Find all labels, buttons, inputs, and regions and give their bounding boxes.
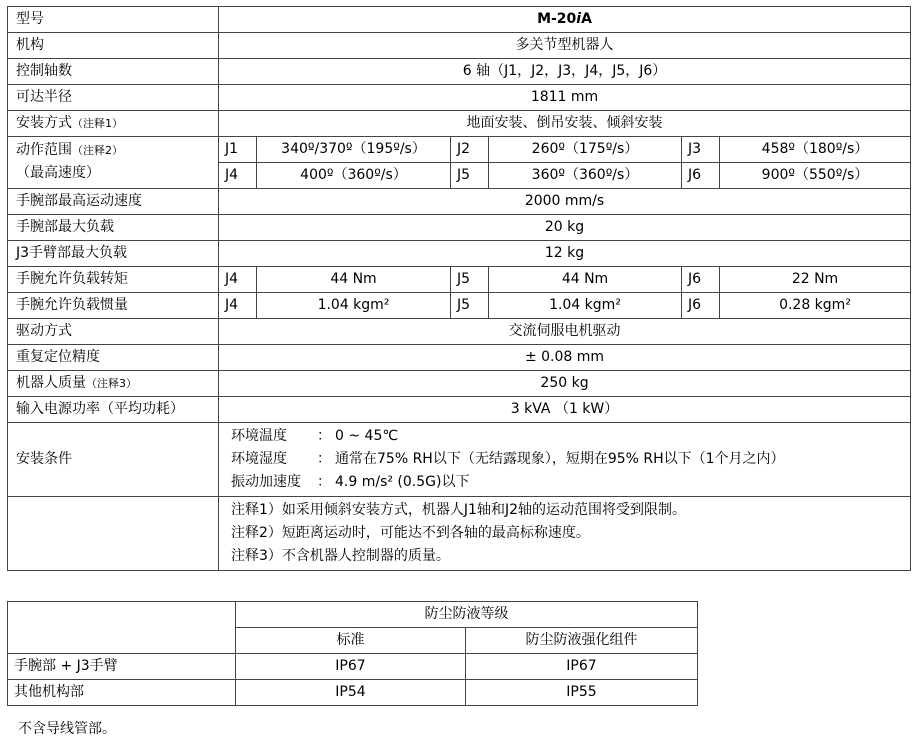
axis-value: 400º（360º/s） bbox=[257, 163, 451, 189]
wrist-payload-value: 20 kg bbox=[219, 215, 911, 241]
axis-label: J3 bbox=[682, 137, 720, 163]
row-model bbox=[8, 7, 911, 33]
axis-value: 22 Nm bbox=[720, 267, 911, 293]
row-conditions bbox=[8, 423, 911, 497]
ip-row-label: 其他机构部 bbox=[8, 680, 236, 706]
axis-label: J5 bbox=[451, 267, 489, 293]
axis-label: J4 bbox=[219, 163, 257, 189]
axis-value: 900º（550º/s） bbox=[720, 163, 911, 189]
model-value: M-20iA bbox=[219, 7, 911, 33]
axis-label: J2 bbox=[451, 137, 489, 163]
axis-label: J4 bbox=[219, 293, 257, 319]
note-line: 注释2）短距离运动时，可能达不到各轴的最高标称速度。 bbox=[231, 525, 590, 541]
axis-value: 1.04 kgm² bbox=[257, 293, 451, 319]
axis-value: 260º（175º/s） bbox=[489, 137, 682, 163]
wrist-inertia-label: 手腕允许负载惯量 bbox=[8, 293, 219, 319]
mass-label: 机器人质量 bbox=[16, 375, 86, 391]
notes-cell bbox=[219, 497, 911, 571]
drive-label: 驱动方式 bbox=[8, 319, 219, 345]
conditions-cell bbox=[219, 423, 911, 497]
ip-header-row bbox=[8, 602, 698, 628]
row-wrist-inertia bbox=[8, 293, 911, 319]
ip-col-enhanced: 防尘防液强化组件 bbox=[466, 628, 698, 654]
ip-standard-value: IP54 bbox=[236, 680, 466, 706]
wrist-torque-label: 手腕允许负载转矩 bbox=[8, 267, 219, 293]
row-drive bbox=[8, 319, 911, 345]
notes-empty-cell bbox=[8, 497, 219, 571]
condition-item: 环境湿度 ： 通常在75% RH以下（无结露现象），短期在95% RH以下（1个月之内） bbox=[231, 451, 785, 467]
axis-label: J6 bbox=[682, 163, 720, 189]
model-label: 型号 bbox=[8, 7, 219, 33]
reach-value: 1811 mm bbox=[219, 85, 911, 111]
axes-label: 控制轴数 bbox=[8, 59, 219, 85]
ip-header: 防尘防液等级 bbox=[236, 602, 698, 628]
axis-value: 1.04 kgm² bbox=[489, 293, 682, 319]
axis-label: J6 bbox=[682, 267, 720, 293]
axis-value: 44 Nm bbox=[257, 267, 451, 293]
row-axes bbox=[8, 59, 911, 85]
row-mechanism bbox=[8, 33, 911, 59]
axis-value: 340º/370º（195º/s） bbox=[257, 137, 451, 163]
conditions-label: 安装条件 bbox=[8, 423, 219, 497]
ip-rating-table bbox=[7, 601, 698, 706]
ip-row bbox=[8, 680, 698, 706]
j3-payload-value: 12 kg bbox=[219, 241, 911, 267]
mass-value: 250 kg bbox=[219, 371, 911, 397]
repeatability-value: ± 0.08 mm bbox=[219, 345, 911, 371]
motion-label2: （最高速度） bbox=[16, 165, 100, 181]
note-line: 注释1）如采用倾斜安装方式，机器人J1轴和J2轴的运动范围将受到限制。 bbox=[231, 502, 686, 518]
ip-col-standard: 标准 bbox=[236, 628, 466, 654]
axes-value: 6 轴（J1，J2，J3，J4，J5，J6） bbox=[219, 59, 911, 85]
axis-label: J5 bbox=[451, 163, 489, 189]
footnote: 不含导线管部。 bbox=[18, 721, 116, 737]
axis-value: 458º（180º/s） bbox=[720, 137, 911, 163]
power-value: 3 kVA （1 kW） bbox=[219, 397, 911, 423]
mechanism-value: 多关节型机器人 bbox=[219, 33, 911, 59]
axis-value: 0.28 kgm² bbox=[720, 293, 911, 319]
motion-note: （注释2） bbox=[72, 144, 123, 157]
motion-label-cell bbox=[8, 137, 219, 189]
repeatability-label: 重复定位精度 bbox=[8, 345, 219, 371]
row-motion-1 bbox=[8, 137, 911, 163]
axis-label: J1 bbox=[219, 137, 257, 163]
mechanism-label: 机构 bbox=[8, 33, 219, 59]
mass-note: （注释3） bbox=[86, 377, 137, 390]
axis-label: J4 bbox=[219, 267, 257, 293]
axis-value: 360º（360º/s） bbox=[489, 163, 682, 189]
row-j3-payload bbox=[8, 241, 911, 267]
row-mounting bbox=[8, 111, 911, 137]
row-notes bbox=[8, 497, 911, 571]
wrist-speed-value: 2000 mm/s bbox=[219, 189, 911, 215]
row-mass bbox=[8, 371, 911, 397]
ip-enhanced-value: IP67 bbox=[466, 654, 698, 680]
row-power bbox=[8, 397, 911, 423]
drive-value: 交流伺服电机驱动 bbox=[219, 319, 911, 345]
wrist-speed-label: 手腕部最高运动速度 bbox=[8, 189, 219, 215]
ip-row-label: 手腕部 + J3手臂 bbox=[8, 654, 236, 680]
ip-standard-value: IP67 bbox=[236, 654, 466, 680]
wrist-payload-label: 手腕部最大负载 bbox=[8, 215, 219, 241]
condition-item: 环境温度 ： 0 ~ 45℃ bbox=[231, 428, 399, 444]
power-label: 输入电源功率（平均功耗） bbox=[8, 397, 219, 423]
ip-row bbox=[8, 654, 698, 680]
row-wrist-torque bbox=[8, 267, 911, 293]
mounting-note: （注释1） bbox=[72, 117, 123, 130]
ip-enhanced-value: IP55 bbox=[466, 680, 698, 706]
axis-value: 44 Nm bbox=[489, 267, 682, 293]
mounting-value: 地面安装、倒吊安装、倾斜安装 bbox=[219, 111, 911, 137]
row-wrist-speed bbox=[8, 189, 911, 215]
mass-label-cell bbox=[8, 371, 219, 397]
row-reach bbox=[8, 85, 911, 111]
row-wrist-payload bbox=[8, 215, 911, 241]
j3-payload-label: J3手臂部最大负载 bbox=[8, 241, 219, 267]
ip-corner-cell bbox=[8, 602, 236, 654]
mounting-label-cell bbox=[8, 111, 219, 137]
axis-label: J5 bbox=[451, 293, 489, 319]
mounting-label: 安装方式 bbox=[16, 115, 72, 131]
axis-label: J6 bbox=[682, 293, 720, 319]
motion-label: 动作范围 bbox=[16, 142, 72, 158]
row-repeatability bbox=[8, 345, 911, 371]
note-line: 注释3）不含机器人控制器的质量。 bbox=[231, 548, 450, 564]
spec-table bbox=[7, 6, 911, 571]
reach-label: 可达半径 bbox=[8, 85, 219, 111]
condition-item: 振动加速度 ： 4.9 m/s² (0.5G)以下 bbox=[231, 474, 470, 490]
